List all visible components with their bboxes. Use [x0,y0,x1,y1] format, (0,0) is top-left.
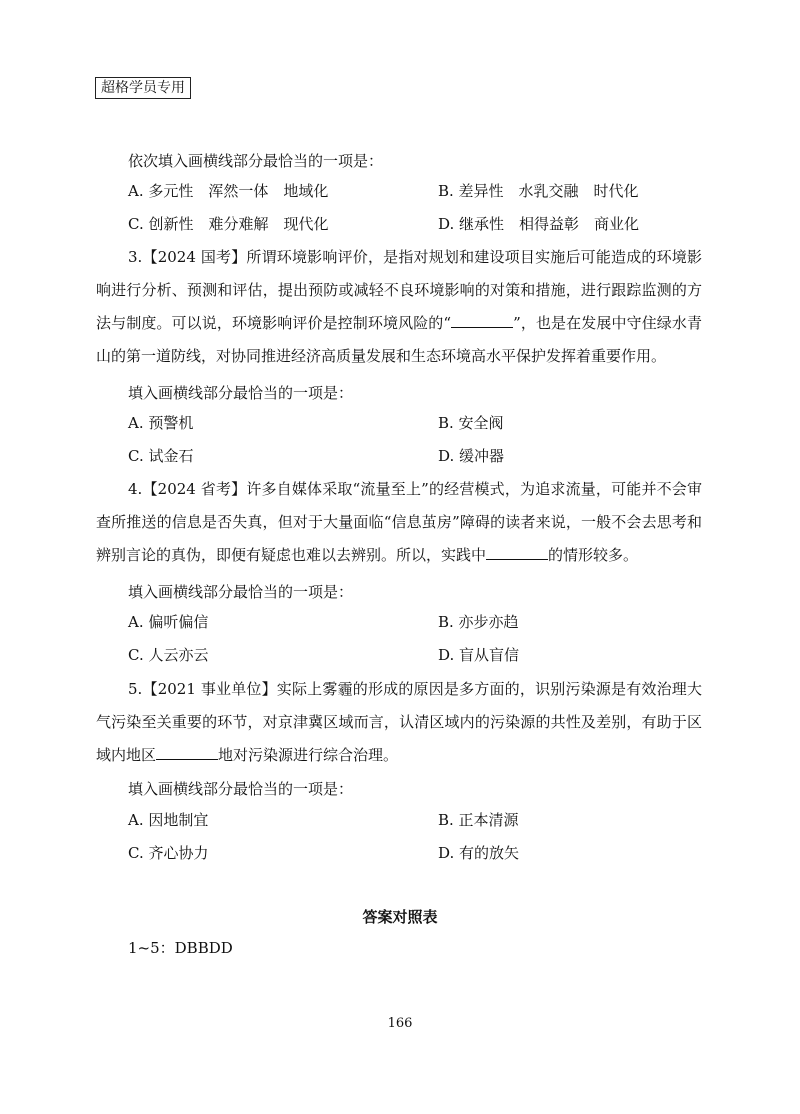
q5-prompt: 填入画横线部分最恰当的一项是： [128,780,354,798]
q4-prompt: 填入画横线部分最恰当的一项是： [128,583,354,601]
answer-line: 1~5：DBBDD [128,939,233,957]
q2-option-b: B. 差异性 水乳交融 时代化 [438,182,639,200]
blank-line [451,313,513,328]
q3-option-d: D. 缓冲器 [438,447,505,465]
blank-line [486,545,548,560]
q4-option-c: C. 人云亦云 [128,646,209,664]
q3-options-row-2 [128,446,505,466]
q3-prompt: 填入画横线部分最恰当的一项是： [128,384,354,402]
q4-option-b: B. 亦步亦趋 [438,613,519,631]
q3-option-a: A. 预警机 [128,414,194,432]
q3-option-b: B. 安全阀 [438,414,504,432]
q2-option-d: D. 继承性 相得益彰 商业化 [438,215,640,233]
q3-option-c: C. 试金石 [128,447,194,465]
q4-option-a: A. 偏听偏信 [128,613,209,631]
q5-options-row-1 [128,810,519,830]
q4-options-row-2 [128,645,520,665]
q3-options-row-1 [128,413,504,433]
q2-prompt: 依次填入画横线部分最恰当的一项是： [128,152,384,170]
q5-stem: 5.【2021 事业单位】实际上雾霾的形成的原因是多方面的，识别污染源是有效治理大气污染至关重要的环节，对京津冀区域而言，认清区域内的污染源的共性及差别，有助于区域内地区 地对污染源进行综合治理。 [96,680,702,764]
q2-option-c: C. 创新性 难分难解 现代化 [128,215,329,233]
q5-option-c: C. 齐心协力 [128,844,209,862]
q4-option-d: D. 盲从盲信 [438,646,520,664]
page-number: 166 [387,1016,413,1031]
q5-option-b: B. 正本清源 [438,811,519,829]
student-only-tag: 超格学员专用 [95,77,191,99]
q4-options-row-1 [128,612,519,632]
q5-option-d: D. 有的放矢 [438,844,520,862]
q2-options-row-1 [128,181,639,201]
q2-option-a: A. 多元性 浑然一体 地域化 [128,182,329,200]
q3-stem: 3.【2024 国考】所谓环境影响评价，是指对规划和建设项目实施后可能造成的环境影响进行分析、预测和评估，提出预防或减轻不良环境影响的对策和措施，进行跟踪监测的方法与制度。可以说，环境影响评价是控制环境风险的“ ”，也是在发展中守住绿水青山的第一道防线，对协同推进经济高质量发展和生态环境高水平保护发挥着重要作用。 [96,248,703,365]
q4-stem: 4.【2024 省考】许多自媒体采取“流量至上”的经营模式，为追求流量，可能并不会审查所推送的信息是否失真，但对于大量面临“信息茧房”障碍的读者来说，一般不会去思考和辨别言论的真伪，即便有疑虑也难以去辨别。所以，实践中 的情形较多。 [96,480,702,564]
blank-line [156,745,218,760]
q5-options-row-2 [128,843,520,863]
answer-table-heading: 答案对照表 [362,908,438,926]
q5-option-a: A. 因地制宜 [128,811,209,829]
q2-options-row-2 [128,214,640,234]
